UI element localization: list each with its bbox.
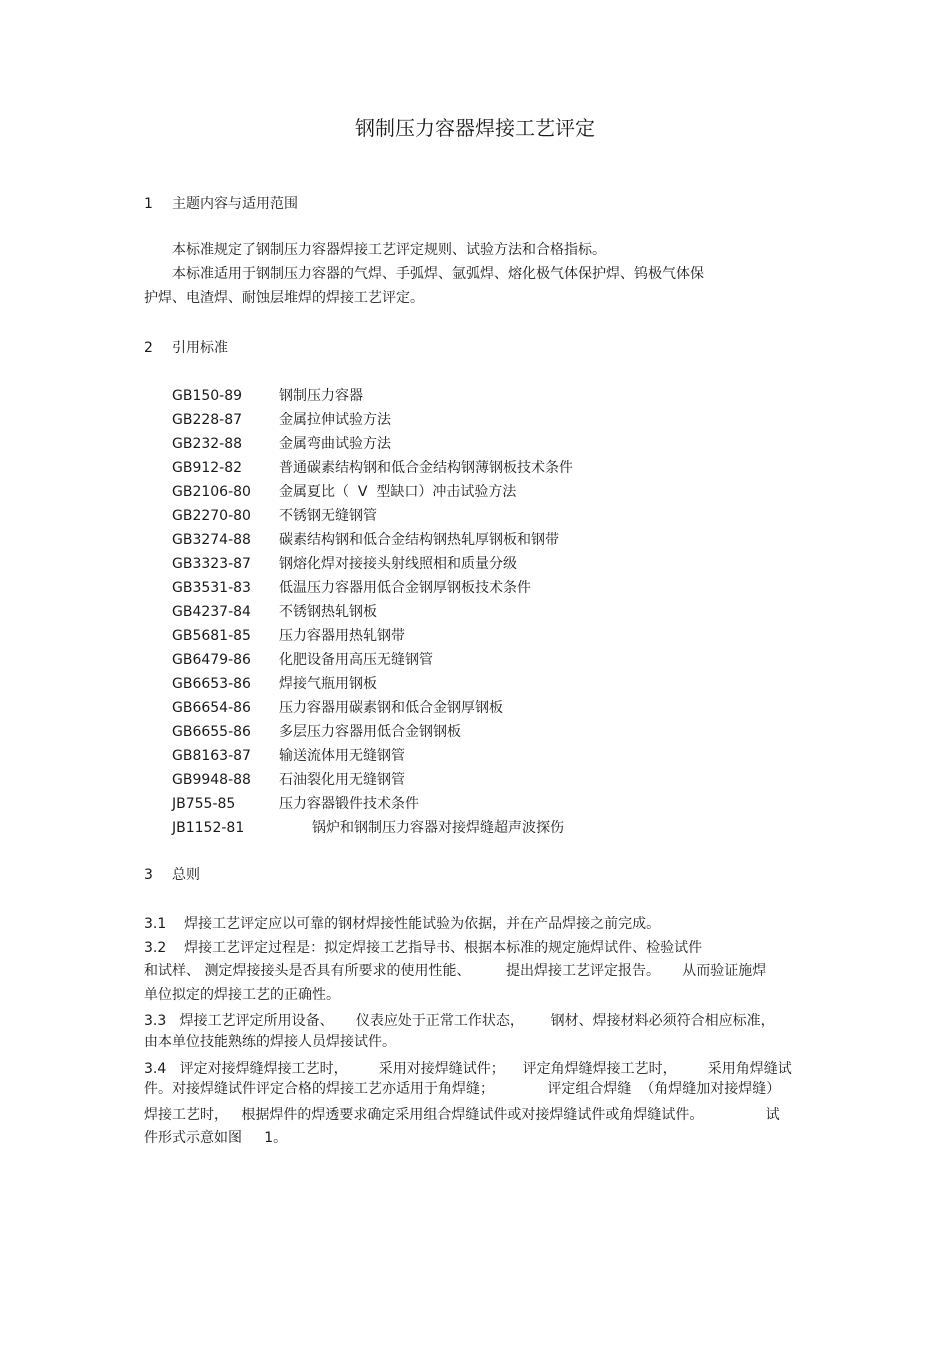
clause-3-4-line-4: 件形式示意如图 1。 bbox=[144, 1130, 288, 1146]
standard-name: 不锈钢热轧钢板 bbox=[279, 604, 377, 620]
standard-code: GB3323-87 bbox=[172, 556, 251, 572]
standard-code: GB3274-88 bbox=[172, 532, 251, 548]
standard-code: JB1152-81 bbox=[172, 820, 245, 836]
standard-name: 化肥设备用高压无缝钢管 bbox=[279, 652, 433, 668]
section-1-heading: 主题内容与适用范围 bbox=[172, 196, 298, 212]
standard-code: GB6653-86 bbox=[172, 676, 251, 692]
standard-name: 不锈钢无缝钢管 bbox=[279, 508, 377, 524]
standard-code: GB2106-80 bbox=[172, 484, 251, 500]
standard-code: GB6654-86 bbox=[172, 700, 251, 716]
standard-code: GB228-87 bbox=[172, 412, 243, 428]
clause-3-3-line-1: 3.3 焊接工艺评定所用设备、 仪表应处于正常工作状态， 钢材、焊接材料必须符合相应标准， bbox=[144, 1013, 775, 1029]
standard-name: 金属夏比（ V 型缺口）冲击试验方法 bbox=[279, 484, 517, 500]
standard-name: 金属弯曲试验方法 bbox=[279, 436, 391, 452]
section-1-paragraph-1: 本标准规定了钢制压力容器焊接工艺评定规则、试验方法和合格指标。 bbox=[172, 242, 606, 258]
clause-3-4-line-1: 3.4 评定对接焊缝焊接工艺时， 采用对接焊缝试件； 评定角焊缝焊接工艺时， 采用角焊缝试 bbox=[144, 1061, 792, 1077]
standard-name: 钢制压力容器 bbox=[279, 388, 363, 404]
clause-3-4-line-3: 焊接工艺时， 根据焊件的焊透要求确定采用组合焊缝试件或对接焊缝试件或角焊缝试件。 试 bbox=[144, 1107, 780, 1123]
section-3-heading: 总则 bbox=[172, 867, 200, 883]
standard-code: GB912-82 bbox=[172, 460, 243, 476]
standard-name: 焊接气瓶用钢板 bbox=[279, 676, 377, 692]
section-1-number: 1 bbox=[144, 196, 153, 212]
standard-code: GB2270-80 bbox=[172, 508, 251, 524]
section-2-heading: 引用标准 bbox=[172, 340, 228, 356]
standard-name: 锅炉和钢制压力容器对接焊缝超声波探伤 bbox=[312, 820, 564, 836]
standard-name: 压力容器锻件技术条件 bbox=[279, 796, 419, 812]
standard-code: GB5681-85 bbox=[172, 628, 251, 644]
standard-name: 压力容器用热轧钢带 bbox=[279, 628, 405, 644]
standard-code: GB150-89 bbox=[172, 388, 243, 404]
standard-code: GB6479-86 bbox=[172, 652, 251, 668]
standard-code: JB755-85 bbox=[172, 796, 236, 812]
clause-3-2-line-2: 和试样、 测定焊接接头是否具有所要求的使用性能、 提出焊接工艺评定报告。 从而验证施焊 bbox=[144, 963, 767, 979]
section-1-paragraph-2-line-2: 护焊、电渣焊、耐蚀层堆焊的焊接工艺评定。 bbox=[144, 290, 424, 306]
standard-code: GB9948-88 bbox=[172, 772, 251, 788]
clause-3-2-line-3: 单位拟定的焊接工艺的正确性。 bbox=[144, 987, 340, 1003]
document-title: 钢制压力容器焊接工艺评定 bbox=[355, 116, 595, 140]
standard-name: 输送流体用无缝钢管 bbox=[279, 748, 405, 764]
standard-code: GB3531-83 bbox=[172, 580, 251, 596]
standard-code: GB4237-84 bbox=[172, 604, 251, 620]
standard-name: 碳素结构钢和低合金结构钢热轧厚钢板和钢带 bbox=[279, 532, 559, 548]
standard-code: GB8163-87 bbox=[172, 748, 251, 764]
section-2-number: 2 bbox=[144, 340, 153, 356]
standard-name: 压力容器用碳素钢和低合金钢厚钢板 bbox=[279, 700, 503, 716]
standard-name: 金属拉伸试验方法 bbox=[279, 412, 391, 428]
section-3-number: 3 bbox=[144, 867, 153, 883]
standard-code: GB6655-86 bbox=[172, 724, 251, 740]
clause-3-2-line-1: 3.2 焊接工艺评定过程是：拟定焊接工艺指导书、根据本标准的规定施焊试件、检验试件 bbox=[144, 940, 703, 956]
standard-code: GB232-88 bbox=[172, 436, 243, 452]
standard-name: 石油裂化用无缝钢管 bbox=[279, 772, 405, 788]
clause-3-1: 3.1 焊接工艺评定应以可靠的钢材焊接性能试验为依据，并在产品焊接之前完成。 bbox=[144, 916, 661, 932]
clause-3-3-line-2: 由本单位技能熟练的焊接人员焊接试件。 bbox=[144, 1034, 396, 1050]
standard-name: 钢熔化焊对接接头射线照相和质量分级 bbox=[279, 556, 517, 572]
section-1-paragraph-2-line-1: 本标准适用于钢制压力容器的气焊、手弧焊、氩弧焊、熔化极气体保护焊、钨极气体保 bbox=[172, 266, 704, 282]
standard-name: 低温压力容器用低合金钢厚钢板技术条件 bbox=[279, 580, 531, 596]
clause-3-4-line-2: 件。对接焊缝试件评定合格的焊接工艺亦适用于角焊缝； 评定组合焊缝 （角焊缝加对接焊缝） bbox=[144, 1081, 781, 1097]
standard-name: 普通碳素结构钢和低合金结构钢薄钢板技术条件 bbox=[279, 460, 573, 476]
standard-name: 多层压力容器用低合金钢钢板 bbox=[279, 724, 461, 740]
